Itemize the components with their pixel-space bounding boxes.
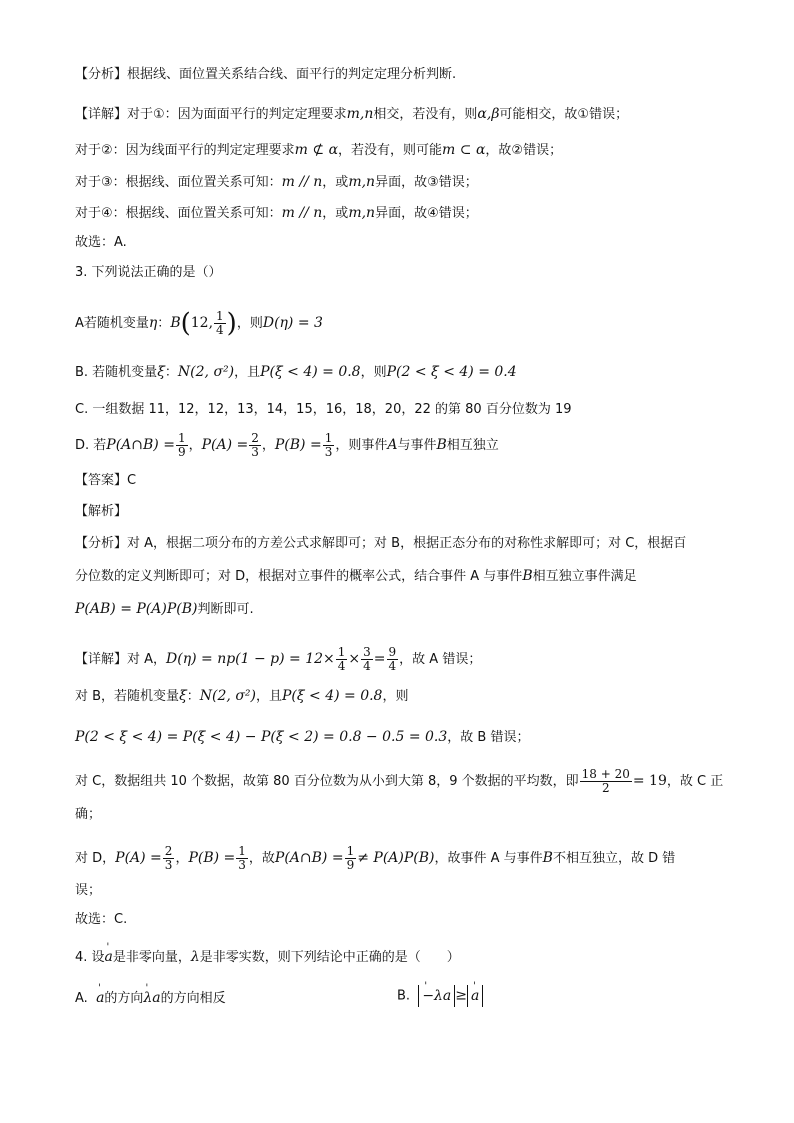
- detail-line-3: 对于③：根据线、面位置关系可知：m // n，或m,n异面，故③错误；: [75, 174, 478, 190]
- fraction: $\frac{1}{4}$: [216, 309, 224, 337]
- fraction: $\frac{2}{3}$: [164, 844, 173, 872]
- q3-detail-b-2: P(2 < ξ < 4) = P(ξ < 4) − P(ξ < 2) = 0.8 − 0.5 = 0.3，故 B 错误；: [75, 729, 530, 745]
- q3-option-a: A若随机变量η：B(12, $\frac{1}{4}$ )，则D(η) = 3: [75, 308, 323, 339]
- fraction: $\frac{1}{3}$: [238, 844, 246, 872]
- q4-stem: 4. 设' a是非零向量，λ是非零实数，则下列结论中正确的是（ ）: [75, 948, 460, 967]
- fraction: $\frac{1}{9}$: [177, 431, 186, 459]
- fraction: $\frac{3}{4}$: [363, 645, 371, 673]
- q3-analysis-3: P(AB) = P(A)P(B)判断即可.: [75, 601, 254, 617]
- fraction: $\frac{2}{3}$: [251, 431, 259, 459]
- fraction: $\frac{1}{4}$: [337, 645, 346, 673]
- fraction: $\frac{18 + 20}{2}$: [581, 767, 630, 795]
- q3-detail-d-2: 误；: [75, 883, 102, 898]
- q3-analysis-2: 分位数的定义判断即可；对 D，根据对立事件的概率公式，结合事件 A 与事件B相互独立事件满足: [75, 568, 637, 584]
- q3-option-d: D. 若P(A∩B) = $\frac{1}{9}$ ，P(A) = $\frac{2}{3}$ ，P(B) = $\frac{1}{3}$ ，则事件A与事件B相互独立: [75, 431, 499, 459]
- q3-detail-c-2: 确；: [75, 807, 102, 822]
- detail-line-1: 【详解】对于①：因为面面平行的判定定理要求m,n相交，若没有，则α,β可能相交，故①错误；: [75, 106, 629, 122]
- detail-line-2: 对于②：因为线面平行的判定定理要求m ⊄ α，若没有，则可能m ⊂ α，故②错误；: [75, 142, 563, 158]
- q4-option-b: B. ' −λa ≥' a: [397, 985, 483, 1007]
- q3-detail-c: 对 C，数据组共 10 个数据，故第 80 百分位数为从小到大第 8，9 个数据的平均数，即 $\frac{18 + 20}{2}$ = 19，故 C 正: [75, 767, 724, 795]
- q3-detail-b: 对 B，若随机变量ξ：N(2, σ²)，且P(ξ < 4) = 0.8，则: [75, 688, 409, 704]
- q3-detail-a: 【详解】对 A，D(η) = np(1 − p) = 12× $\frac{1}{4}$ × $\frac{3}{4}$ = $\frac{9}{4}$ ，故 A 错误；: [75, 645, 482, 673]
- fraction: $\frac{1}{9}$: [346, 844, 355, 872]
- q3-detail-d: 对 D，P(A) = $\frac{2}{3}$ ，P(B) = $\frac{1}{3}$ ，故P(A∩B) = $\frac{1}{9}$ ≠ P(A)P(B)，故事件 A 与事件B不相互独立，故 D 错: [75, 844, 676, 872]
- answer-line: 【答案】C: [75, 473, 137, 488]
- q3-choice: 故选：C.: [75, 912, 128, 927]
- jiexi-line: 【解析】: [75, 504, 128, 519]
- analysis-line: 【分析】根据线、面位置关系结合线、面平行的判定定理分析判断.: [75, 67, 457, 82]
- q4-option-a: A. ' a的方向' λa的方向相反: [75, 989, 226, 1008]
- q3-stem: 3. 下列说法正确的是（）: [75, 265, 222, 280]
- fraction: $\frac{1}{3}$: [324, 431, 333, 459]
- detail-line-4: 对于④：根据线、面位置关系可知：m // n，或m,n异面，故④错误；: [75, 205, 478, 221]
- q2-choice: 故选：A.: [75, 235, 127, 250]
- q3-option-b: B. 若随机变量ξ：N(2, σ²)，且P(ξ < 4) = 0.8，则P(2 < ξ < 4) = 0.4: [75, 364, 517, 380]
- q3-option-c: C. 一组数据 11，12，12，13，14，15，16，18，20，22 的第 80 百分位数为 19: [75, 402, 572, 417]
- fraction: $\frac{9}{4}$: [388, 645, 397, 673]
- q3-analysis-1: 【分析】对 A，根据二项分布的方差公式求解即可；对 B，根据正态分布的对称性求解即可；对 C，根据百: [75, 536, 687, 551]
